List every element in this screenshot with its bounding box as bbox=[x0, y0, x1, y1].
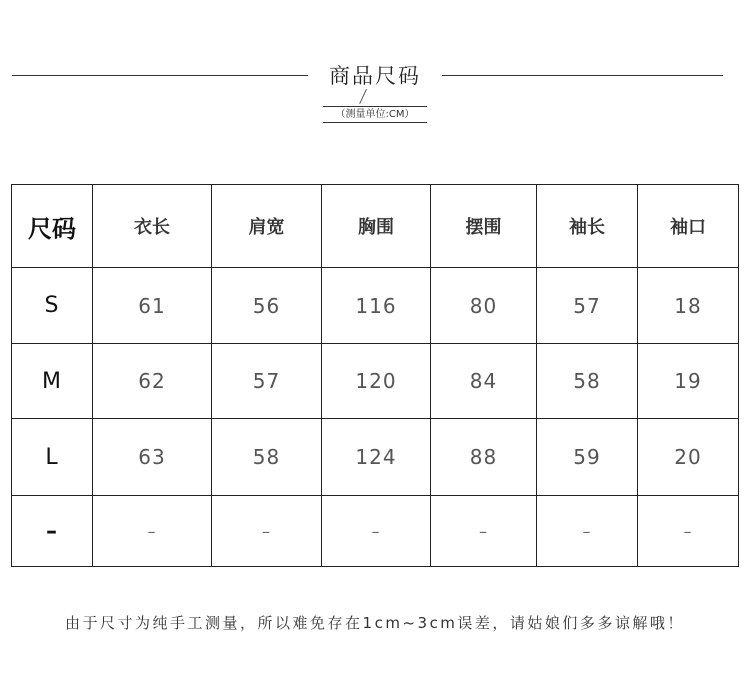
table-cell: 58 bbox=[537, 344, 638, 419]
column-header-chest: 胸围 bbox=[322, 185, 431, 268]
table-header-row bbox=[12, 185, 739, 268]
table-row bbox=[12, 268, 739, 344]
measurement-note: 由于尺寸为纯手工测量，所以难免存在1cm~3cm误差，请姑娘们多多谅解哦！ bbox=[65, 614, 685, 632]
table-row bbox=[12, 344, 739, 419]
row-size-label: L bbox=[12, 419, 93, 496]
table-cell: 57 bbox=[212, 344, 322, 419]
table-cell: 19 bbox=[638, 344, 739, 419]
table-cell: – bbox=[537, 496, 638, 567]
table-cell: – bbox=[638, 496, 739, 567]
size-table bbox=[11, 184, 739, 567]
table-row bbox=[12, 419, 739, 496]
column-header-sleeve-length: 袖长 bbox=[537, 185, 638, 268]
table-cell: – bbox=[322, 496, 431, 567]
table-cell: 18 bbox=[638, 268, 739, 344]
title-divider-slash bbox=[359, 89, 367, 104]
column-header-hem: 摆围 bbox=[431, 185, 537, 268]
table-cell: 59 bbox=[537, 419, 638, 496]
row-size-label: – bbox=[12, 496, 93, 567]
table-cell: 20 bbox=[638, 419, 739, 496]
column-header-shoulder: 肩宽 bbox=[212, 185, 322, 268]
table-cell: 56 bbox=[212, 268, 322, 344]
unit-label: （测量单位:CM） bbox=[323, 108, 427, 123]
column-header-length: 衣长 bbox=[93, 185, 212, 268]
table-cell: 84 bbox=[431, 344, 537, 419]
unit-top-line bbox=[323, 106, 427, 107]
table-cell: 57 bbox=[537, 268, 638, 344]
table-cell: 62 bbox=[93, 344, 212, 419]
table-cell: 63 bbox=[93, 419, 212, 496]
table-cell: 80 bbox=[431, 268, 537, 344]
column-header-size: 尺码 bbox=[12, 185, 93, 268]
table-cell: 88 bbox=[431, 419, 537, 496]
row-size-label: M bbox=[12, 344, 93, 419]
column-header-cuff: 袖口 bbox=[638, 185, 739, 268]
table-cell: – bbox=[431, 496, 537, 567]
table-row bbox=[12, 496, 739, 567]
title-rule-right bbox=[442, 75, 723, 76]
table-cell: 116 bbox=[322, 268, 431, 344]
table-cell: 120 bbox=[322, 344, 431, 419]
page-title: 商品尺码 bbox=[329, 64, 421, 88]
table-cell: 61 bbox=[93, 268, 212, 344]
table-cell: 124 bbox=[322, 419, 431, 496]
table-cell: – bbox=[93, 496, 212, 567]
table-cell: – bbox=[212, 496, 322, 567]
table-cell: 58 bbox=[212, 419, 322, 496]
row-size-label: S bbox=[12, 268, 93, 344]
